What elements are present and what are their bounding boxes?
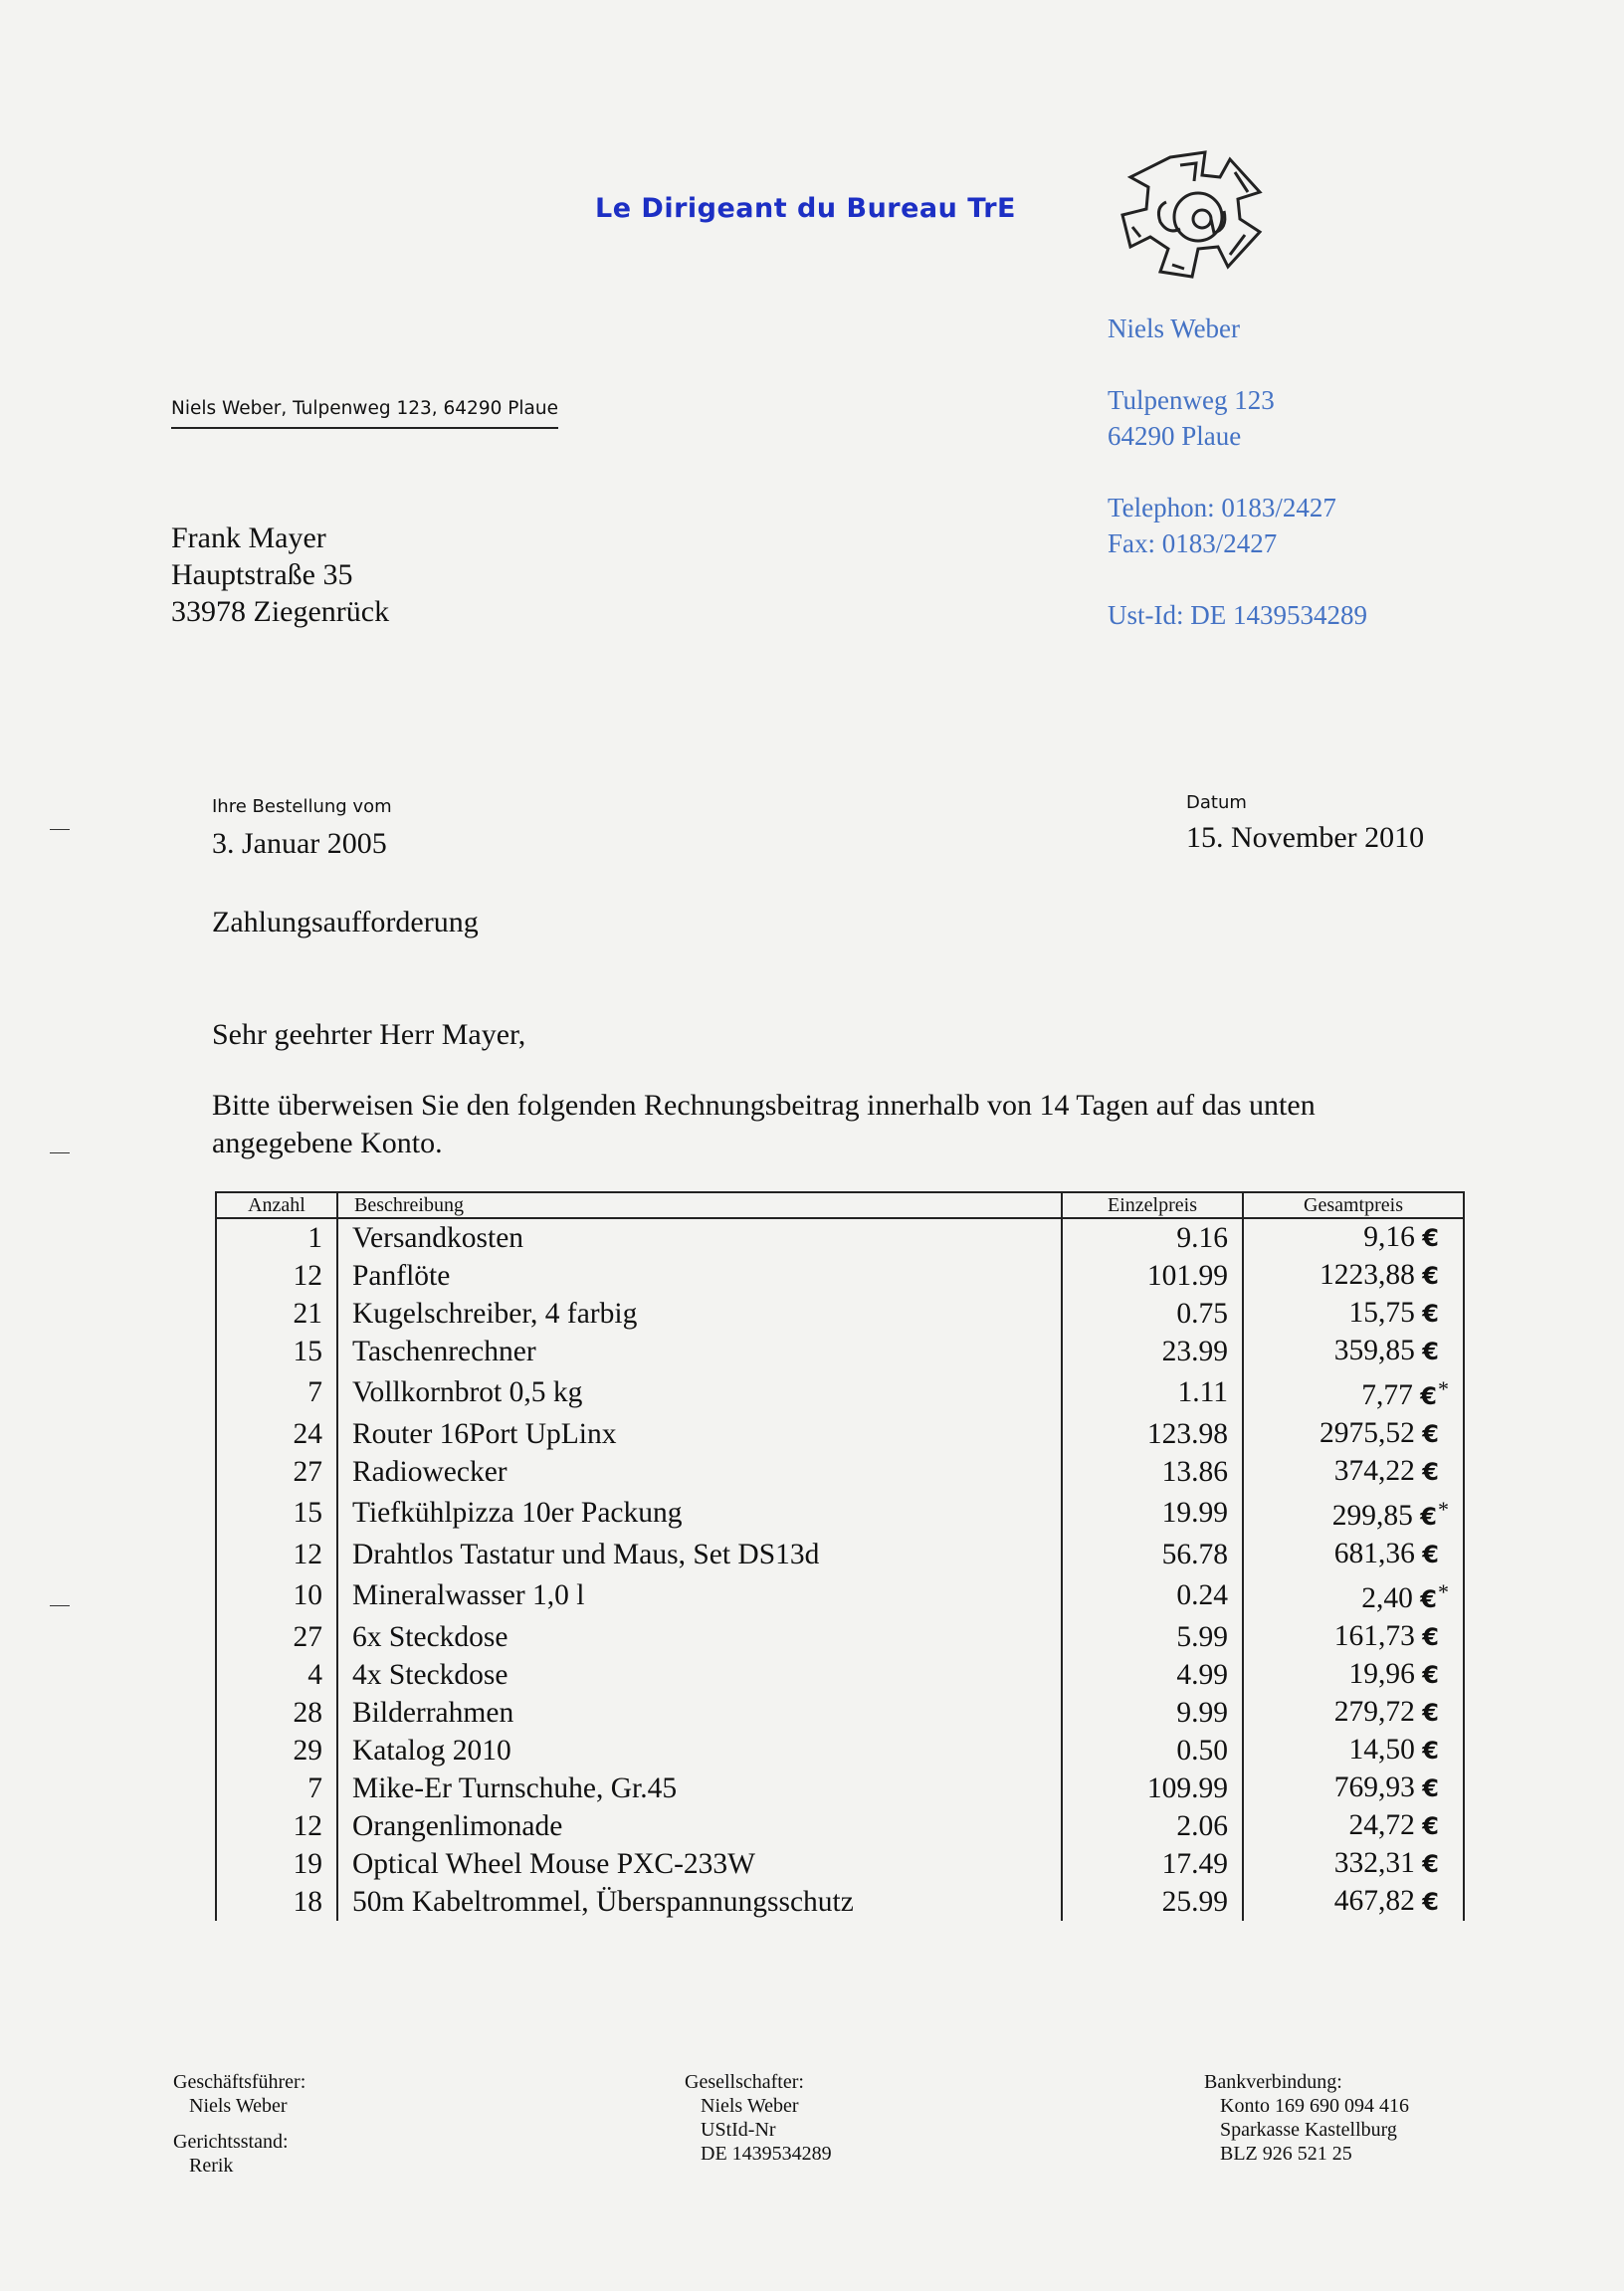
recipient-city: 33978 Ziegenrück [171,595,390,628]
row-description: Panflöte [337,1257,1062,1295]
stamp-text: Le Dirigeant du Bureau TrE [595,193,1016,224]
sender-street: Tulpenweg 123 [1108,385,1275,415]
row-quantity: 1 [216,1218,337,1257]
row-total-price [1243,1618,1464,1656]
footer-bank-account: Konto 169 690 094 416 [1220,2095,1409,2117]
date-label: Datum [1186,792,1247,813]
sender-details [1108,311,1367,633]
table-row [216,1770,1464,1807]
footer-bank-label: Bankverbindung: [1204,2071,1342,2093]
row-total-price [1243,1732,1464,1770]
row-unit-price: 56.78 [1062,1536,1243,1573]
reduced-vat-marker: * [1438,1497,1449,1522]
row-unit-price: 25.99 [1062,1883,1243,1921]
row-total-price [1243,1770,1464,1807]
footer-court-label: Gerichtsstand: [173,2131,289,2153]
row-total-amount: 2,40 [1361,1582,1413,1614]
euro-icon: € [1422,1774,1439,1802]
row-total-price [1243,1453,1464,1491]
table-row [216,1295,1464,1333]
row-description: Optical Wheel Mouse PXC-233W [337,1845,1062,1883]
row-description: Katalog 2010 [337,1732,1062,1770]
salutation: Sehr geehrter Herr Mayer, [212,1018,526,1051]
euro-icon: € [1422,1888,1439,1916]
table-row [216,1257,1464,1295]
row-quantity: 15 [216,1333,337,1370]
row-description: Tiefkühlpizza 10er Packung [337,1491,1062,1536]
row-description: 50m Kabeltrommel, Überspannungsschutz [337,1883,1062,1921]
row-total-amount: 681,36 [1333,1538,1415,1569]
row-total-amount: 9,16 [1363,1221,1415,1253]
row-total-amount: 299,85 [1331,1500,1413,1532]
euro-icon: € [1422,1420,1439,1448]
table-row [216,1536,1464,1573]
reduced-vat-marker: * [1438,1376,1449,1401]
row-description: Versandkosten [337,1218,1062,1257]
table-row [216,1807,1464,1845]
row-quantity: 7 [216,1370,337,1415]
row-quantity: 15 [216,1491,337,1536]
row-total-amount: 279,72 [1333,1696,1415,1728]
recipient-street: Hauptstraße 35 [171,558,353,591]
row-unit-price: 5.99 [1062,1618,1243,1656]
row-unit-price: 0.24 [1062,1573,1243,1618]
row-total-price [1243,1807,1464,1845]
table-row [216,1845,1464,1883]
at-sign-puzzle-logo-icon [1111,137,1270,297]
row-quantity: 19 [216,1845,337,1883]
row-total-amount: 7,77 [1361,1379,1413,1411]
footer-partner-name: Niels Weber [701,2095,799,2117]
table-row [216,1370,1464,1415]
order-date-label: Ihre Bestellung vom [212,796,392,817]
sender-name: Niels Weber [1108,313,1241,343]
euro-icon: € [1422,1458,1439,1486]
row-description: Mineralwasser 1,0 l [337,1573,1062,1618]
header-total-price: Gesamtpreis [1243,1192,1464,1218]
row-total-amount: 19,96 [1348,1658,1415,1690]
row-quantity: 4 [216,1656,337,1694]
row-total-amount: 769,93 [1333,1771,1415,1803]
row-unit-price: 2.06 [1062,1807,1243,1845]
row-total-price [1243,1656,1464,1694]
row-description: Drahtlos Tastatur und Maus, Set DS13d [337,1536,1062,1573]
euro-icon: € [1422,1661,1439,1689]
row-unit-price: 109.99 [1062,1770,1243,1807]
row-total-price [1243,1573,1464,1618]
row-description: 6x Steckdose [337,1618,1062,1656]
footer-bank [1204,2070,1409,2166]
row-unit-price: 13.86 [1062,1453,1243,1491]
row-unit-price: 4.99 [1062,1656,1243,1694]
row-total-amount: 2975,52 [1320,1417,1415,1449]
euro-icon: € [1422,1224,1439,1252]
row-description: Taschenrechner [337,1333,1062,1370]
euro-icon: € [1422,1623,1439,1651]
footer-vat-id: DE 1439534289 [701,2143,832,2165]
row-total-amount: 374,22 [1333,1455,1415,1487]
footer-manager-name: Niels Weber [189,2095,288,2117]
row-quantity: 24 [216,1415,337,1453]
row-quantity: 28 [216,1694,337,1732]
row-description: Bilderrahmen [337,1694,1062,1732]
euro-icon: € [1422,1812,1439,1840]
euro-icon: € [1422,1737,1439,1765]
row-unit-price: 0.50 [1062,1732,1243,1770]
row-total-price [1243,1694,1464,1732]
invoice-table [215,1191,1449,1921]
euro-icon: € [1422,1300,1439,1328]
row-total-amount: 467,82 [1333,1885,1415,1917]
euro-icon: € [1420,1503,1437,1531]
row-total-price [1243,1536,1464,1573]
table-row [216,1218,1464,1257]
row-unit-price: 17.49 [1062,1845,1243,1883]
table-row [216,1573,1464,1618]
row-description: Radiowecker [337,1453,1062,1491]
sender-telephone: Telephon: 0183/2427 [1108,493,1336,522]
sender-city: 64290 Plaue [1108,421,1242,451]
row-quantity: 27 [216,1618,337,1656]
table-row [216,1618,1464,1656]
row-description: Mike-Er Turnschuhe, Gr.45 [337,1770,1062,1807]
footer-bank-name: Sparkasse Kastellburg [1220,2119,1397,2141]
header-description: Beschreibung [337,1192,1062,1218]
row-total-price [1243,1491,1464,1536]
row-total-price [1243,1257,1464,1295]
euro-icon: € [1422,1850,1439,1878]
table-row [216,1656,1464,1694]
row-description: Router 16Port UpLinx [337,1415,1062,1453]
row-quantity: 18 [216,1883,337,1921]
row-unit-price: 123.98 [1062,1415,1243,1453]
table-row [216,1883,1464,1921]
row-unit-price: 0.75 [1062,1295,1243,1333]
sender-fax: Fax: 0183/2427 [1108,528,1278,558]
row-quantity: 7 [216,1770,337,1807]
fold-mark [50,829,70,830]
fold-mark [50,1152,70,1153]
row-quantity: 27 [216,1453,337,1491]
row-total-price [1243,1845,1464,1883]
sender-ust-id: Ust-Id: DE 1439534289 [1108,600,1367,630]
row-total-price [1243,1333,1464,1370]
footer-partners [685,2070,832,2166]
recipient-name: Frank Mayer [171,521,326,554]
recipient-address [171,520,389,630]
row-description: Kugelschreiber, 4 farbig [337,1295,1062,1333]
table-header-row [216,1192,1464,1218]
row-unit-price: 101.99 [1062,1257,1243,1295]
row-total-price [1243,1883,1464,1921]
letter-date: 15. November 2010 [1186,821,1425,854]
table-row [216,1415,1464,1453]
row-total-price [1243,1415,1464,1453]
footer-bank-code: BLZ 926 521 25 [1220,2143,1352,2165]
row-description: Orangenlimonade [337,1807,1062,1845]
row-total-amount: 1223,88 [1320,1259,1415,1291]
footer-court-value: Rerik [189,2155,234,2177]
header-unit-price: Einzelpreis [1062,1192,1243,1218]
row-unit-price: 19.99 [1062,1491,1243,1536]
row-description: Vollkornbrot 0,5 kg [337,1370,1062,1415]
row-total-amount: 14,50 [1348,1734,1415,1766]
euro-icon: € [1422,1262,1439,1290]
order-date: 3. Januar 2005 [212,827,387,860]
footer-management [173,2070,305,2178]
return-address: Niels Weber, Tulpenweg 123, 64290 Plaue [171,398,558,429]
row-total-amount: 332,31 [1333,1847,1415,1879]
row-description: 4x Steckdose [337,1656,1062,1694]
body-text: Bitte überweisen Sie den folgenden Rechnungsbeitrag innerhalb von 14 Tagen auf das unten angegebene Konto. [212,1089,1316,1159]
row-quantity: 21 [216,1295,337,1333]
row-total-price [1243,1218,1464,1257]
row-unit-price: 9.16 [1062,1218,1243,1257]
row-total-amount: 24,72 [1348,1809,1415,1841]
euro-icon: € [1422,1699,1439,1727]
row-quantity: 12 [216,1807,337,1845]
footer-partner-label: Gesellschafter: [685,2071,804,2093]
header-quantity: Anzahl [216,1192,337,1218]
subject-line: Zahlungsaufforderung [212,906,479,938]
table-row [216,1694,1464,1732]
footer-vat-label: UStId-Nr [701,2119,776,2141]
row-unit-price: 23.99 [1062,1333,1243,1370]
row-quantity: 29 [216,1732,337,1770]
row-quantity: 10 [216,1573,337,1618]
row-quantity: 12 [216,1257,337,1295]
reduced-vat-marker: * [1438,1579,1449,1604]
row-total-amount: 15,75 [1348,1297,1415,1329]
euro-icon: € [1420,1585,1437,1613]
row-quantity: 12 [216,1536,337,1573]
euro-icon: € [1420,1382,1437,1410]
euro-icon: € [1422,1541,1439,1568]
table-row [216,1732,1464,1770]
row-unit-price: 9.99 [1062,1694,1243,1732]
row-unit-price: 1.11 [1062,1370,1243,1415]
row-total-amount: 161,73 [1333,1620,1415,1652]
footer-manager-label: Geschäftsführer: [173,2071,306,2093]
row-total-amount: 359,85 [1333,1335,1415,1366]
euro-icon: € [1422,1338,1439,1365]
row-total-price [1243,1295,1464,1333]
fold-mark [50,1605,70,1606]
table-row [216,1491,1464,1536]
table-row [216,1333,1464,1370]
row-total-price [1243,1370,1464,1415]
table-row [216,1453,1464,1491]
